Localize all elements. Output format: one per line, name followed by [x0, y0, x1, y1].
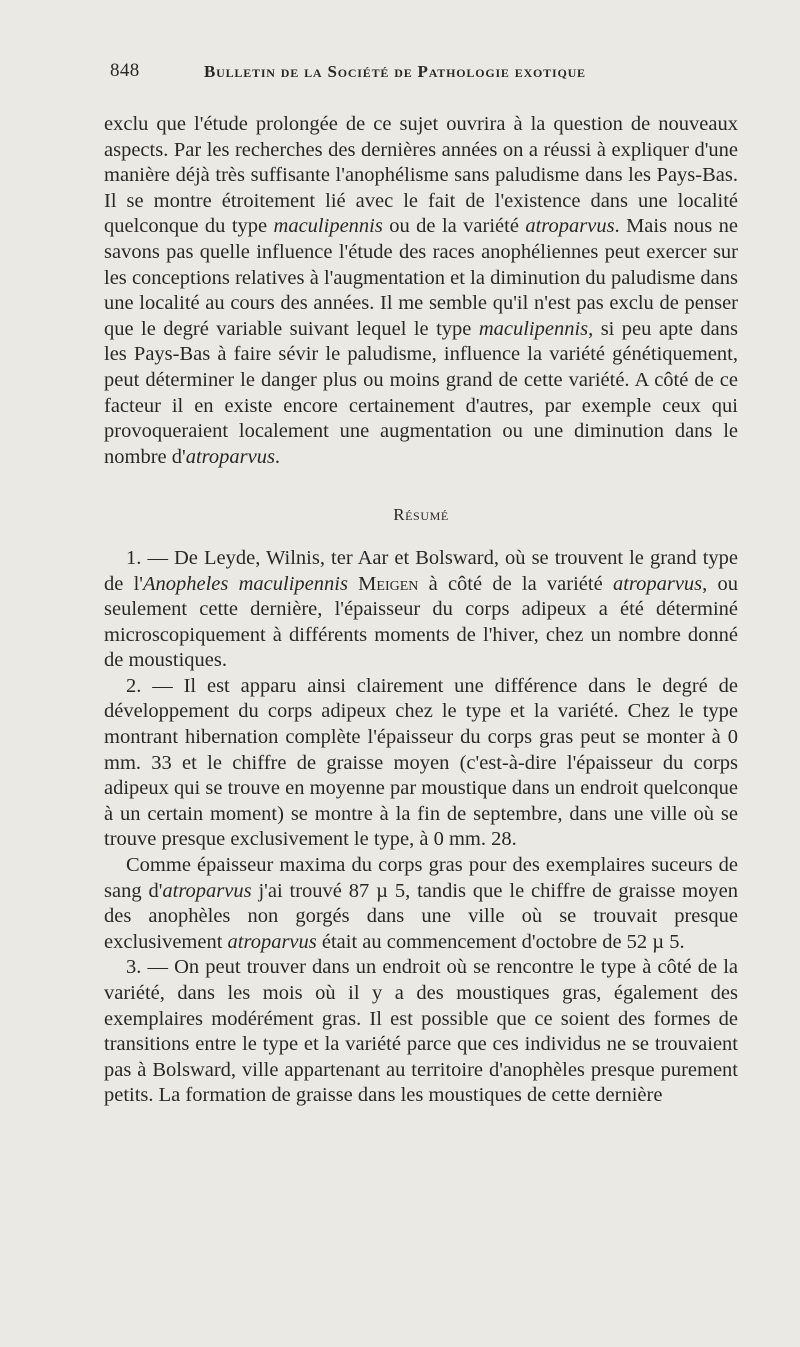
text-span: , si peu apte dans les Pays-Bas à faire sévir le paludisme, influence la variété génétiquement, peut déterminer le danger plus ou moins grand de cette variété. A côté de ce facteur il en existe encore certainement d'autres, par exemple ceux qui provoqueraient localement une augmentation ou une diminution dans le nombre d': [104, 317, 738, 468]
text-span: j'ai trouvé 87 µ 5, tandis que le chiffre de graisse moyen des anophèles non gorgés dans une ville où se trouvait presque exclusivement: [104, 879, 738, 953]
page-number: 848: [110, 60, 140, 81]
resume-item-3: 3. — On peut trouver dans un endroit où se rencontre le type à côté de la variété, dans les mois où il y a des moustiques gras, également des exemplaires modérément gras. Il est possible que ce soient des formes de transitions entre le type et la variété parce que ces individus ne se trouvaient pas à Bolsward, ville appartenant au territoire d'anophèles presque purement petits. La formation de graisse dans les moustiques de cette dernière: [104, 956, 738, 1107]
italic-term: atroparvus: [162, 879, 252, 902]
text-span: , ou seulement cette dernière, l'épaisseur du corps adipeux a été déterminé microscopiquement à différents moments de l'hiver, chez un nombre donné de moustiques.: [104, 572, 739, 672]
text-span: .: [274, 445, 281, 468]
text-span: . Mais nous ne savons pas quelle influence l'étude des races anophéliennes peut exercer sur les conceptions relatives à l'augmentation et la diminution du paludisme dans une localité au cours des années. Il me semble qu'il n'est pas exclu de penser que le degré variable suivant lequel le type: [104, 215, 738, 340]
intro-paragraph: [104, 112, 738, 470]
italic-term: atroparvus: [227, 930, 317, 953]
text-span: à côté de la variété: [418, 572, 613, 595]
resume-item-2: 2. — Il est apparu ainsi clairement une différence dans le degré de développement du corps adipeux chez le type et la variété. Chez le type montrant hibernation complète l'épaisseur du corps gras peut se monter à 0 mm. 33 et le chiffre de graisse moyen (c'est-à-dire l'épaisseur du corps adipeux qui se trouve en moyenne par moustique dans un endroit quelconque à un certain moment) se montre à la fin de septembre, dans une ville où se trouve presque exclusivement le type, à 0 mm. 28.: [104, 674, 738, 851]
text-span: 1. — De Leyde, Wilnis, ter Aar et Bolsward, où se trouvent le grand type de l': [104, 546, 738, 595]
text-span: Comme épaisseur maxima du corps gras pour des exemplaires suceurs de sang d': [104, 854, 738, 902]
text-span: ou de la variété: [382, 215, 526, 238]
resume-paragraph-3: [104, 853, 738, 955]
text-span: exclu que l'étude prolongée de ce sujet ouvrira à la question de nouveaux aspects. Par les recherches des dernières années on a réussi à expliquer d'une manière déjà très suffisante l'anophélisme sans paludisme dans les Pays-Bas. Il se montre étroitement lié avec le fait de l'existence dans une localité quelconque du type: [104, 113, 738, 238]
italic-term: atroparvus: [612, 572, 703, 595]
text-span: était au commencement d'octobre de 52 µ 5.: [316, 930, 685, 953]
italic-term: maculipennis: [478, 317, 589, 340]
italic-term: atroparvus: [185, 445, 275, 468]
text-span: [348, 573, 358, 595]
author-name: Meigen: [358, 572, 419, 595]
italic-term: atroparvus: [525, 215, 615, 238]
section-title-resume: Résumé: [393, 505, 449, 525]
running-title: Bulletin de la Société de Pathologie exotique: [204, 62, 586, 81]
resume-item-1: [104, 546, 738, 674]
italic-term: Anopheles maculipennis: [142, 572, 348, 595]
body-text: [104, 112, 738, 1109]
italic-term: maculipennis: [273, 215, 383, 238]
